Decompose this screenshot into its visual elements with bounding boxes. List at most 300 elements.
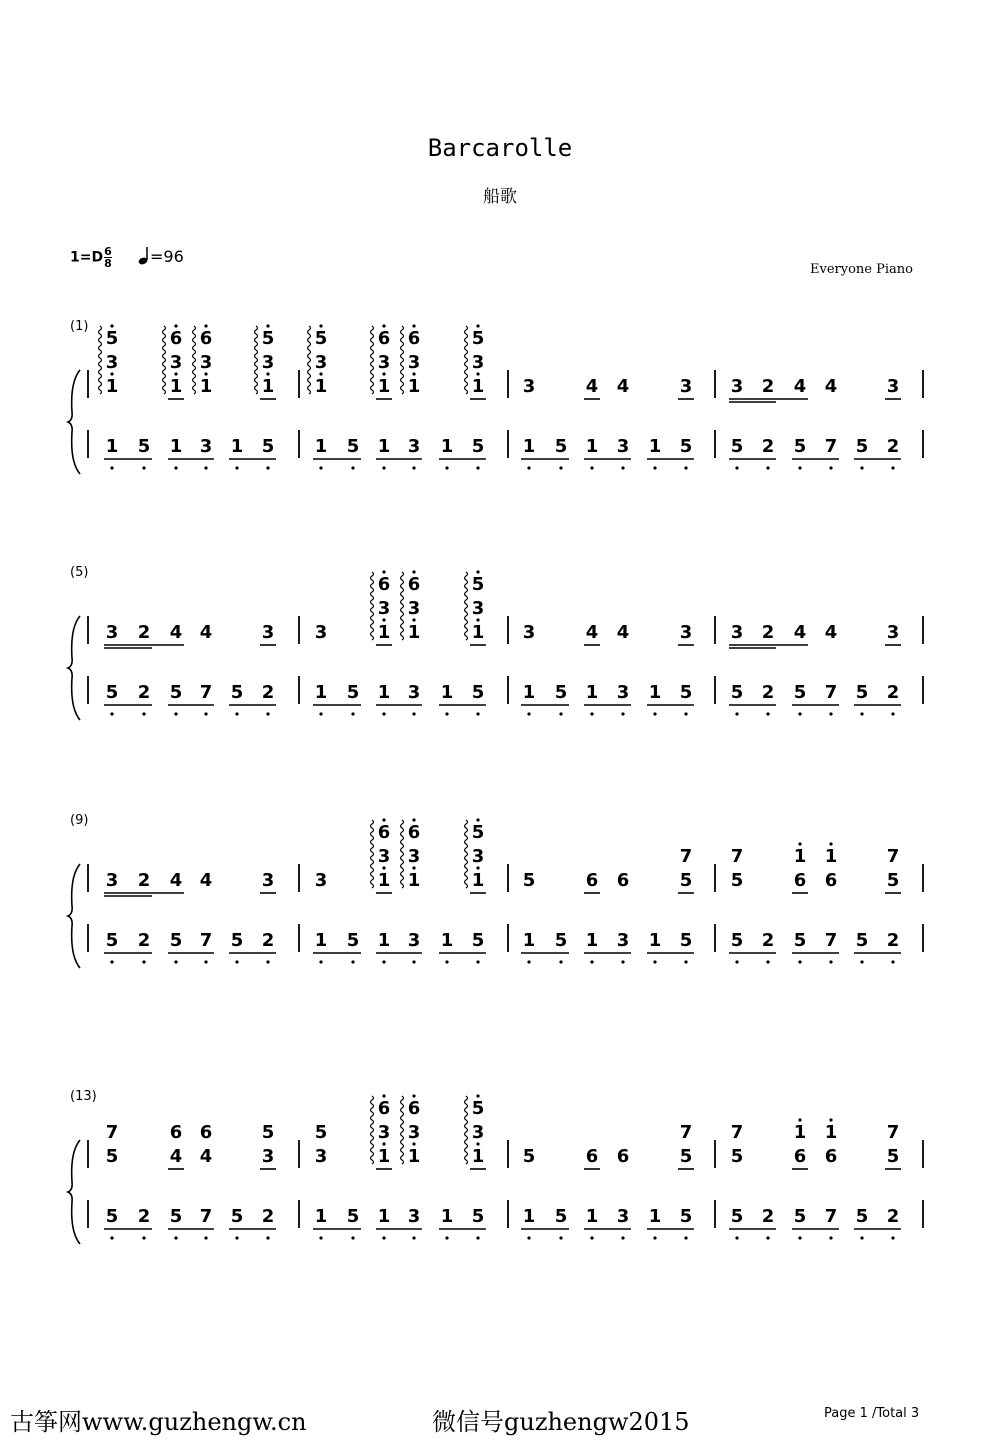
arpeggio-mark (401, 572, 404, 640)
low-octave-dot (766, 1236, 769, 1239)
chord-note: 6 (169, 1122, 183, 1143)
high-octave-dot (382, 324, 385, 327)
melody-note: 3 (314, 870, 328, 891)
bass-note: 1 (440, 1206, 454, 1227)
bass-note: 5 (730, 1206, 744, 1227)
chord-note: 7 (730, 1122, 744, 1143)
bass-note: 1 (522, 1206, 536, 1227)
bass-note: 1 (314, 436, 328, 457)
chord-note: 5 (471, 328, 485, 349)
high-octave-dot (412, 1094, 415, 1097)
low-octave-dot (860, 960, 863, 963)
grand-staff-brace (68, 864, 80, 968)
chord-note: 1 (169, 376, 183, 397)
chord-note: 6 (199, 1122, 213, 1143)
bass-note: 1 (585, 930, 599, 951)
high-octave-dot (476, 818, 479, 821)
bass-note: 5 (793, 682, 807, 703)
melody-note: 3 (730, 622, 744, 643)
bass-note: 2 (137, 682, 151, 703)
melody-note: 3 (679, 622, 693, 643)
low-octave-dot (829, 1236, 832, 1239)
bass-note: 5 (554, 436, 568, 457)
melody-note: 3 (679, 376, 693, 397)
low-octave-dot (382, 960, 385, 963)
low-octave-dot (204, 712, 207, 715)
low-octave-dot (266, 960, 269, 963)
key-signature-text: 1=D (70, 249, 104, 266)
chord-note: 5 (886, 870, 900, 891)
low-octave-dot (476, 466, 479, 469)
low-octave-dot (266, 712, 269, 715)
chord-note: 1 (105, 376, 119, 397)
chord-note: 3 (377, 1122, 391, 1143)
low-octave-dot (766, 466, 769, 469)
low-octave-dot (142, 712, 145, 715)
high-octave-dot (476, 570, 479, 573)
low-octave-dot (860, 712, 863, 715)
low-octave-dot (684, 712, 687, 715)
page-number: Page 1 /Total 3 (824, 1406, 920, 1421)
time-signature-bottom: 8 (104, 257, 112, 270)
low-octave-dot (653, 466, 656, 469)
bass-note: 1 (440, 682, 454, 703)
bass-note: 5 (137, 436, 151, 457)
bass-note: 1 (585, 682, 599, 703)
chord-note: 7 (886, 1122, 900, 1143)
grand-staff-brace (68, 616, 80, 720)
bass-note: 3 (407, 1206, 421, 1227)
bass-note: 1 (377, 436, 391, 457)
chord-note: 5 (261, 328, 275, 349)
low-octave-dot (445, 712, 448, 715)
chord-note: 5 (730, 870, 744, 891)
chord-note: 3 (377, 352, 391, 373)
bass-note: 5 (679, 436, 693, 457)
low-octave-dot (559, 1236, 562, 1239)
chord-note: 1 (824, 1122, 838, 1143)
low-octave-dot (412, 712, 415, 715)
bass-note: 2 (761, 930, 775, 951)
chord-note: 6 (824, 1146, 838, 1167)
chord-note: 5 (471, 574, 485, 595)
bass-note: 2 (886, 1206, 900, 1227)
low-octave-dot (412, 466, 415, 469)
bass-note: 2 (261, 682, 275, 703)
low-octave-dot (766, 712, 769, 715)
bass-note: 5 (679, 682, 693, 703)
low-octave-dot (559, 466, 562, 469)
arpeggio-mark (401, 1096, 404, 1164)
low-octave-dot (204, 960, 207, 963)
melody-note: 4 (199, 870, 213, 891)
low-octave-dot (653, 960, 656, 963)
chord-note: 5 (105, 328, 119, 349)
chord-note: 6 (199, 328, 213, 349)
arpeggio-mark (163, 326, 166, 394)
bass-note: 7 (824, 930, 838, 951)
arpeggio-mark (371, 820, 374, 888)
melody-note: 4 (169, 622, 183, 643)
chord-note: 7 (679, 1122, 693, 1143)
chord-note: 1 (471, 1146, 485, 1167)
tempo-text: =96 (150, 247, 184, 266)
bass-note: 5 (169, 930, 183, 951)
arpeggio-mark (401, 820, 404, 888)
chord-note: 6 (169, 328, 183, 349)
melody-note: 4 (793, 376, 807, 397)
bass-note: 5 (793, 1206, 807, 1227)
bass-note: 1 (377, 1206, 391, 1227)
chord-note: 5 (471, 1098, 485, 1119)
chord-note: 5 (679, 1146, 693, 1167)
bass-note: 1 (314, 682, 328, 703)
bass-note: 1 (314, 1206, 328, 1227)
bass-note: 5 (855, 436, 869, 457)
high-octave-dot (382, 818, 385, 821)
chord-note: 4 (199, 1146, 213, 1167)
bass-note: 1 (522, 682, 536, 703)
chord-note: 7 (105, 1122, 119, 1143)
arpeggio-mark (401, 326, 404, 394)
bass-note: 5 (105, 930, 119, 951)
bass-note: 1 (169, 436, 183, 457)
bass-note: 5 (730, 930, 744, 951)
chord-note: 3 (261, 352, 275, 373)
bass-note: 5 (230, 1206, 244, 1227)
chord-note: 3 (407, 352, 421, 373)
low-octave-dot (445, 960, 448, 963)
chord-note: 7 (730, 846, 744, 867)
chord-note: 1 (793, 846, 807, 867)
chord-note: 3 (377, 598, 391, 619)
bass-note: 2 (261, 930, 275, 951)
low-octave-dot (527, 1236, 530, 1239)
score-title: Barcarolle (427, 134, 573, 162)
high-octave-dot (476, 324, 479, 327)
chord-note: 3 (105, 352, 119, 373)
low-octave-dot (798, 960, 801, 963)
low-octave-dot (174, 712, 177, 715)
high-octave-dot (266, 324, 269, 327)
chord-note: 1 (407, 1146, 421, 1167)
low-octave-dot (319, 466, 322, 469)
arpeggio-mark (193, 326, 196, 394)
melody-note: 4 (793, 622, 807, 643)
chord-note: 3 (199, 352, 213, 373)
arpeggio-mark (465, 820, 468, 888)
chord-note: 1 (471, 376, 485, 397)
low-octave-dot (829, 466, 832, 469)
chord-note: 3 (471, 846, 485, 867)
chord-note: 1 (407, 376, 421, 397)
bass-note: 3 (616, 930, 630, 951)
low-octave-dot (735, 712, 738, 715)
melody-note: 3 (105, 870, 119, 891)
bass-note: 1 (522, 436, 536, 457)
bass-note: 2 (886, 682, 900, 703)
chord-note: 1 (793, 1122, 807, 1143)
low-octave-dot (142, 466, 145, 469)
chord-note: 6 (407, 1098, 421, 1119)
low-octave-dot (559, 960, 562, 963)
bass-note: 5 (346, 436, 360, 457)
melody-note: 6 (616, 870, 630, 891)
bass-note: 5 (346, 1206, 360, 1227)
low-octave-dot (351, 712, 354, 715)
bass-note: 1 (648, 436, 662, 457)
low-octave-dot (653, 712, 656, 715)
bass-note: 1 (648, 930, 662, 951)
high-octave-dot (798, 842, 801, 845)
low-octave-dot (527, 960, 530, 963)
chord-note: 3 (407, 1122, 421, 1143)
chord-note: 3 (314, 352, 328, 373)
low-octave-dot (174, 1236, 177, 1239)
bass-note: 5 (730, 682, 744, 703)
arpeggio-mark (371, 326, 374, 394)
low-octave-dot (829, 960, 832, 963)
chord-note: 1 (471, 622, 485, 643)
bass-note: 1 (105, 436, 119, 457)
chord-note: 5 (261, 1122, 275, 1143)
bass-note: 3 (407, 682, 421, 703)
chord-note: 3 (471, 598, 485, 619)
low-octave-dot (766, 960, 769, 963)
chord-note: 5 (471, 822, 485, 843)
bass-note: 5 (471, 436, 485, 457)
arpeggio-mark (371, 1096, 374, 1164)
low-octave-dot (412, 1236, 415, 1239)
high-octave-dot (829, 842, 832, 845)
low-octave-dot (266, 1236, 269, 1239)
arpeggio-mark (465, 1096, 468, 1164)
low-octave-dot (204, 466, 207, 469)
bass-note: 5 (855, 930, 869, 951)
low-octave-dot (110, 466, 113, 469)
chord-note: 6 (793, 870, 807, 891)
bass-note: 7 (824, 1206, 838, 1227)
chord-note: 6 (407, 328, 421, 349)
low-octave-dot (621, 712, 624, 715)
bass-note: 1 (440, 436, 454, 457)
melody-note: 3 (886, 376, 900, 397)
bass-note: 7 (199, 1206, 213, 1227)
bass-note: 5 (471, 930, 485, 951)
melody-note: 6 (616, 1146, 630, 1167)
low-octave-dot (735, 1236, 738, 1239)
bass-note: 5 (554, 1206, 568, 1227)
chord-note: 6 (824, 870, 838, 891)
measure-number-label: (13) (70, 1089, 97, 1104)
melody-note: 3 (261, 870, 275, 891)
low-octave-dot (735, 466, 738, 469)
chord-note: 6 (407, 822, 421, 843)
arpeggio-mark (308, 326, 311, 394)
low-octave-dot (891, 960, 894, 963)
low-octave-dot (891, 712, 894, 715)
low-octave-dot (621, 1236, 624, 1239)
low-octave-dot (621, 960, 624, 963)
melody-note: 4 (199, 622, 213, 643)
low-octave-dot (319, 960, 322, 963)
melody-note: 5 (522, 870, 536, 891)
bass-note: 5 (346, 682, 360, 703)
grand-staff-brace (68, 1140, 80, 1244)
low-octave-dot (798, 466, 801, 469)
bass-note: 1 (585, 1206, 599, 1227)
melody-note: 6 (585, 1146, 599, 1167)
high-octave-dot (110, 324, 113, 327)
bass-note: 3 (616, 436, 630, 457)
bass-note: 5 (855, 1206, 869, 1227)
bass-note: 2 (137, 930, 151, 951)
low-octave-dot (476, 1236, 479, 1239)
bass-note: 3 (199, 436, 213, 457)
bass-note: 7 (824, 436, 838, 457)
bass-note: 1 (522, 930, 536, 951)
chord-note: 7 (886, 846, 900, 867)
melody-note: 2 (137, 622, 151, 643)
low-octave-dot (891, 466, 894, 469)
high-octave-dot (382, 570, 385, 573)
high-octave-dot (476, 1094, 479, 1097)
melody-note: 4 (616, 376, 630, 397)
low-octave-dot (204, 1236, 207, 1239)
low-octave-dot (382, 712, 385, 715)
arpeggio-mark (371, 572, 374, 640)
low-octave-dot (476, 712, 479, 715)
chord-note: 1 (377, 1146, 391, 1167)
low-octave-dot (684, 466, 687, 469)
chord-note: 5 (730, 1146, 744, 1167)
low-octave-dot (527, 466, 530, 469)
measure-number-label: (1) (70, 319, 89, 334)
low-octave-dot (735, 960, 738, 963)
bass-note: 2 (261, 1206, 275, 1227)
high-octave-dot (204, 324, 207, 327)
bass-note: 1 (377, 930, 391, 951)
low-octave-dot (860, 1236, 863, 1239)
chord-note: 1 (314, 376, 328, 397)
chord-note: 1 (824, 846, 838, 867)
bass-note: 5 (730, 436, 744, 457)
chord-note: 1 (407, 622, 421, 643)
low-octave-dot (590, 712, 593, 715)
chord-note: 6 (377, 1098, 391, 1119)
low-octave-dot (829, 712, 832, 715)
chord-note: 1 (377, 622, 391, 643)
bass-note: 3 (407, 930, 421, 951)
low-octave-dot (351, 960, 354, 963)
low-octave-dot (891, 1236, 894, 1239)
chord-note: 1 (377, 376, 391, 397)
chord-note: 1 (261, 376, 275, 397)
bass-note: 7 (199, 930, 213, 951)
melody-note: 2 (761, 622, 775, 643)
low-octave-dot (235, 960, 238, 963)
chord-note: 1 (377, 870, 391, 891)
high-octave-dot (412, 818, 415, 821)
low-octave-dot (319, 1236, 322, 1239)
bass-note: 5 (793, 436, 807, 457)
bass-note: 2 (137, 1206, 151, 1227)
bass-note: 3 (616, 682, 630, 703)
chord-note: 3 (261, 1146, 275, 1167)
bass-note: 2 (761, 1206, 775, 1227)
bass-note: 5 (471, 1206, 485, 1227)
low-octave-dot (684, 1236, 687, 1239)
chord-note: 1 (407, 870, 421, 891)
melody-note: 3 (105, 622, 119, 643)
chord-note: 3 (471, 1122, 485, 1143)
high-octave-dot (829, 1118, 832, 1121)
bass-note: 1 (585, 436, 599, 457)
melody-note: 5 (522, 1146, 536, 1167)
chord-note: 3 (407, 598, 421, 619)
chord-note: 6 (407, 574, 421, 595)
bass-note: 5 (230, 682, 244, 703)
melody-note: 3 (522, 376, 536, 397)
low-octave-dot (382, 466, 385, 469)
melody-note: 4 (585, 376, 599, 397)
melody-note: 4 (169, 870, 183, 891)
grand-staff-brace (68, 370, 80, 474)
low-octave-dot (559, 712, 562, 715)
bass-note: 5 (105, 682, 119, 703)
chord-note: 5 (314, 328, 328, 349)
low-octave-dot (110, 1236, 113, 1239)
low-octave-dot (235, 1236, 238, 1239)
bass-note: 7 (199, 682, 213, 703)
low-octave-dot (266, 466, 269, 469)
high-octave-dot (319, 324, 322, 327)
chord-note: 5 (886, 1146, 900, 1167)
low-octave-dot (798, 1236, 801, 1239)
chord-note: 3 (407, 846, 421, 867)
chord-note: 5 (679, 870, 693, 891)
melody-note: 4 (616, 622, 630, 643)
high-octave-dot (412, 570, 415, 573)
low-octave-dot (445, 1236, 448, 1239)
bass-note: 2 (761, 682, 775, 703)
bass-note: 1 (440, 930, 454, 951)
low-octave-dot (110, 960, 113, 963)
low-octave-dot (621, 466, 624, 469)
chord-note: 3 (377, 846, 391, 867)
bass-note: 5 (261, 436, 275, 457)
bass-note: 2 (886, 930, 900, 951)
bass-note: 2 (886, 436, 900, 457)
bass-note: 3 (407, 436, 421, 457)
low-octave-dot (142, 1236, 145, 1239)
melody-note: 3 (261, 622, 275, 643)
chord-note: 6 (793, 1146, 807, 1167)
melody-note: 4 (824, 622, 838, 643)
bass-note: 3 (616, 1206, 630, 1227)
low-octave-dot (527, 712, 530, 715)
arpeggio-mark (255, 326, 258, 394)
measure-number-label: (5) (70, 565, 89, 580)
high-octave-dot (382, 1094, 385, 1097)
low-octave-dot (590, 1236, 593, 1239)
low-octave-dot (590, 960, 593, 963)
low-octave-dot (653, 1236, 656, 1239)
bass-note: 2 (761, 436, 775, 457)
low-octave-dot (235, 466, 238, 469)
bass-note: 5 (169, 1206, 183, 1227)
melody-note: 6 (585, 870, 599, 891)
